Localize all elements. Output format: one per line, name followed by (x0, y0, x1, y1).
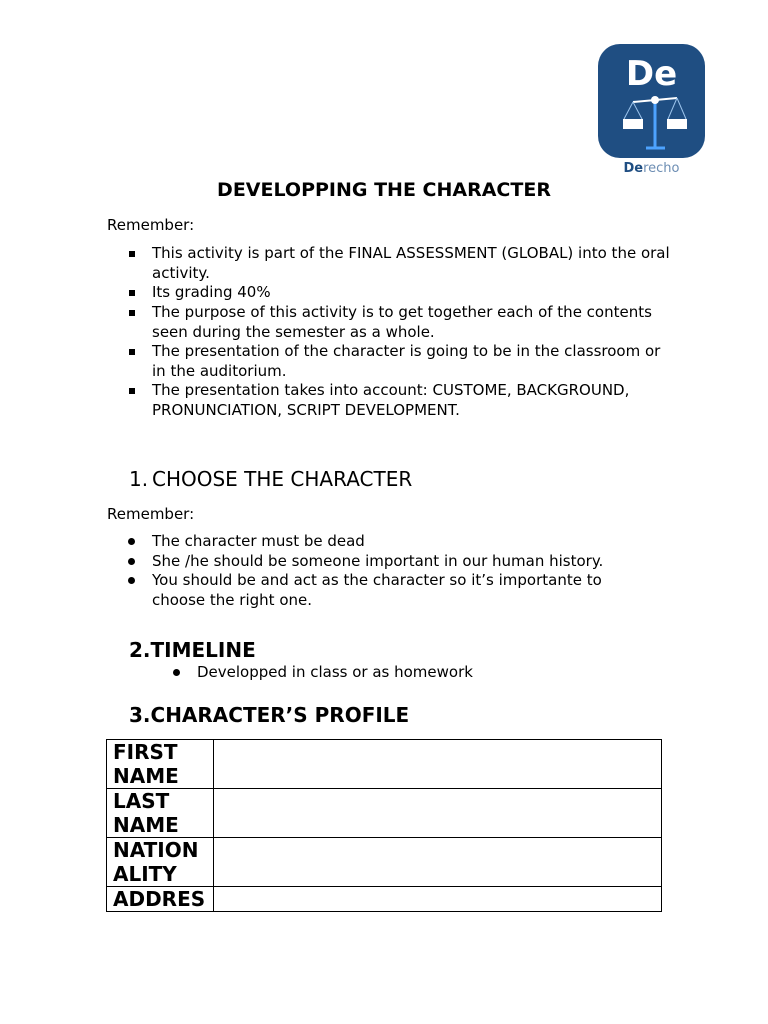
table-row (107, 789, 662, 838)
intro-remember-label: Remember: (107, 216, 195, 234)
intro-item: Its grading 40% (152, 283, 271, 301)
table-row (107, 740, 662, 789)
section1-heading: CHOOSE THE CHARACTER (152, 467, 413, 491)
label-line: ALITY (113, 862, 177, 886)
profile-table (106, 739, 662, 912)
square-bullet-icon (129, 388, 135, 394)
document-title: DEVELOPPING THE CHARACTER (217, 179, 551, 201)
address-field[interactable] (214, 887, 662, 912)
intro-item: The presentation takes into account: CUSTOME, BACKGROUND, PRONUNCIATION, SCRIPT DEVELOPMENT. (152, 381, 630, 419)
section1-remember-label: Remember: (107, 505, 195, 523)
section3-heading: 3.CHARACTER’S PROFILE (129, 703, 410, 727)
nationality-field[interactable] (214, 838, 662, 887)
table-row (107, 838, 662, 887)
bullet-icon (128, 577, 135, 584)
bullet-icon (128, 558, 135, 565)
square-bullet-icon (129, 251, 135, 257)
square-bullet-icon (129, 349, 135, 355)
intro-item: This activity is part of the FINAL ASSESSMENT (GLOBAL) into the oral activity. (152, 244, 670, 282)
logo-caption-rest: recho (643, 161, 680, 175)
section1-number: 1. (129, 467, 149, 491)
table-row (107, 887, 662, 912)
section2-item: Developped in class or as homework (197, 663, 473, 681)
square-bullet-icon (129, 310, 135, 316)
logo-letters: De (625, 54, 678, 94)
logo-caption-bold: De (623, 161, 644, 175)
label-line: NAME (113, 764, 179, 788)
section1-item: The character must be dead (152, 532, 365, 550)
derecho-logo (598, 44, 705, 158)
label-line: NAME (113, 813, 179, 837)
profile-label-nationality (107, 838, 214, 887)
intro-item: The presentation of the character is going to be in the classroom or in the auditorium. (152, 342, 661, 380)
label-line: LAST (113, 789, 170, 813)
square-bullet-icon (129, 290, 135, 296)
scales-icon (598, 44, 705, 158)
section1-item: She /he should be someone important in our human history. (152, 552, 604, 570)
label-line: ADDRES (113, 887, 206, 911)
bullet-icon (173, 669, 180, 676)
profile-label-last-name (107, 789, 214, 838)
bullet-icon (128, 538, 135, 545)
profile-label-address (107, 887, 214, 912)
section2-heading: 2.TIMELINE (129, 638, 256, 662)
label-line: NATION (113, 838, 199, 862)
logo-caption (598, 161, 705, 175)
intro-item: The purpose of this activity is to get together each of the contents seen during the semester as a whole. (152, 303, 652, 341)
profile-label-first-name (107, 740, 214, 789)
label-line: FIRST (113, 740, 178, 764)
section1-item: You should be and act as the character so it’s importante to choose the right one. (152, 571, 602, 609)
last-name-field[interactable] (214, 789, 662, 838)
first-name-field[interactable] (214, 740, 662, 789)
